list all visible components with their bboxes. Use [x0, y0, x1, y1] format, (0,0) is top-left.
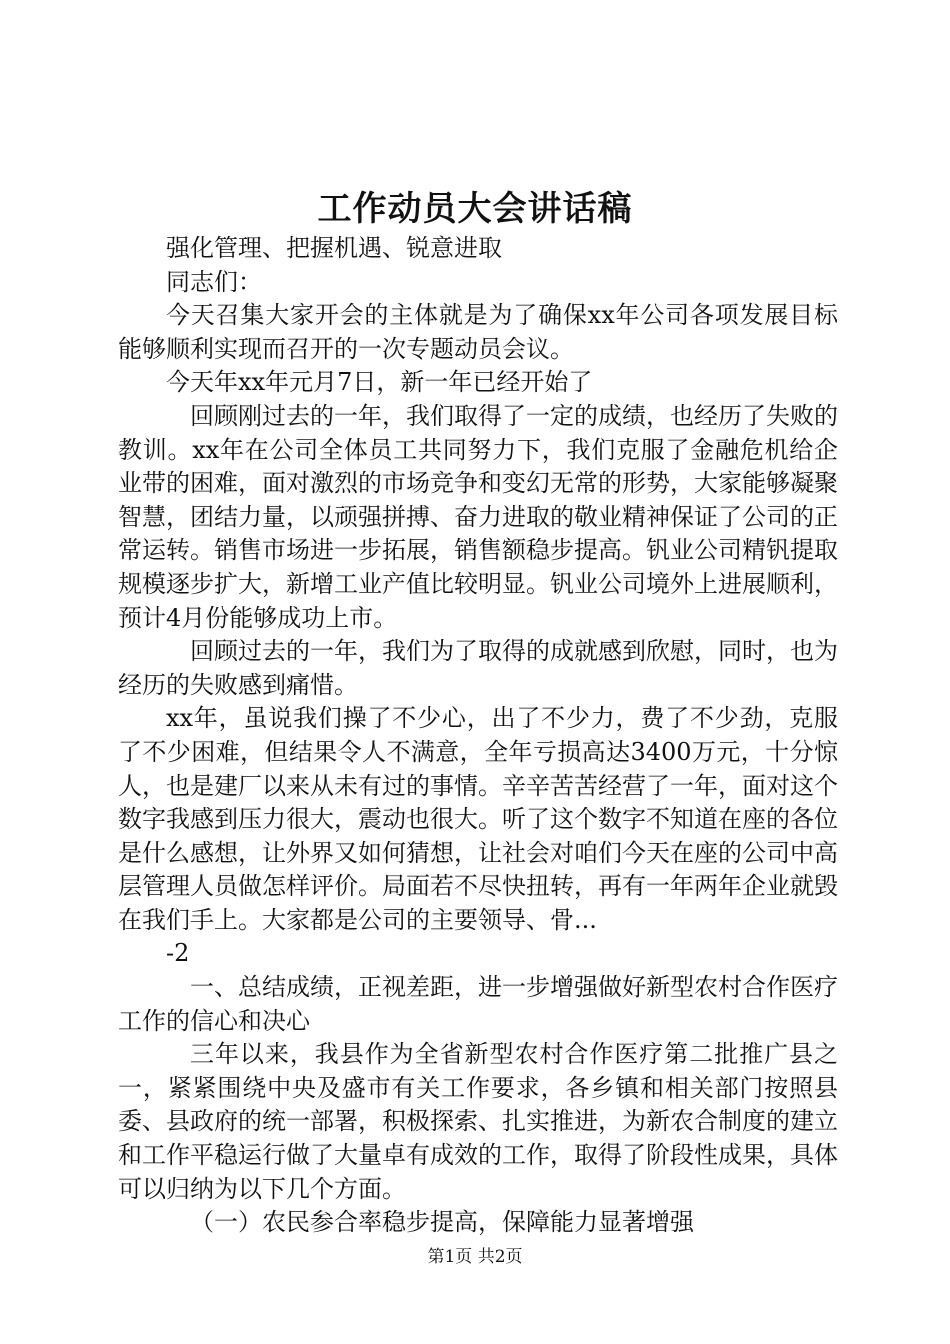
body-paragraph: 回顾刚过去的一年，我们取得了一定的成绩，也经历了失败的教训。xx年在公司全体员工共同努力下，我们克服了金融危机给企业带的困难，面对激烈的市场竞争和变幻无常的形势，大家能够凝聚智慧，团结力量，以顽强拼搏、奋力进取的敬业精神保证了公司的正常运转。销售市场进一步拓展，销售额稳步提高。钒业公司精钒提取规模逐步扩大，新增工业产值比较明显。钒业公司境外上进展顺利，预计4月份能够成功上市。 — [118, 401, 838, 632]
page-marker: -2 — [166, 939, 190, 968]
body-paragraph: 三年以来，我县作为全省新型农村合作医疗第二批推广县之一，紧紧围绕中央及盛市有关工作要求，各乡镇和相关部门按照县委、县政府的统一部署，积极探索、扎实推进，为新农合制度的建立和工作平稳运行做了大量卓有成效的工作，取得了阶段性成果，具体可以归纳为以下几个方面。 — [118, 1040, 838, 1203]
subtitle-paragraph: 强化管理、把握机遇、锐意进取 — [166, 234, 502, 262]
document-title: 工作动员大会讲话稿 — [317, 189, 633, 229]
section-heading: 一、总结成绩，正视差距，进一步增强做好新型农村合作医疗工作的信心和决心 — [118, 973, 838, 1035]
body-paragraph: 今天召集大家开会的主体就是为了确保xx年公司各项发展目标能够顺利实现而召开的一次专题动员会议。 — [118, 301, 838, 363]
body-paragraph: 今天年xx年元月7日，新一年已经开始了 — [166, 368, 593, 397]
subsection-heading: （一）农民参合率稳步提高，保障能力显著增强 — [190, 1208, 694, 1237]
salutation-paragraph: 同志们： — [166, 267, 262, 296]
page-footer: 第1页 共2页 — [427, 1247, 523, 1267]
body-paragraph: 回顾过去的一年，我们为了取得的成就感到欣慰，同时，也为经历的失败感到痛惜。 — [118, 637, 838, 699]
body-paragraph: xx年，虽说我们操了不少心，出了不少力，费了不少劲，克服了不少困难，但结果令人不满意，全年亏损高达3400万元，十分惊人，也是建厂以来从未有过的事情。辛辛苦苦经营了一年，面对这个数字我感到压力很大，震动也很大。听了这个数字不知道在座的各位是什么感想，让外界又如何猜想，让社会对咱们今天在座的公司中高层管理人员做怎样评价。局面若不尽快扭转，再有一年两年企业就毁在我们手上。大家都是公司的主要领导、骨... — [118, 704, 838, 934]
document-body — [118, 232, 838, 1240]
